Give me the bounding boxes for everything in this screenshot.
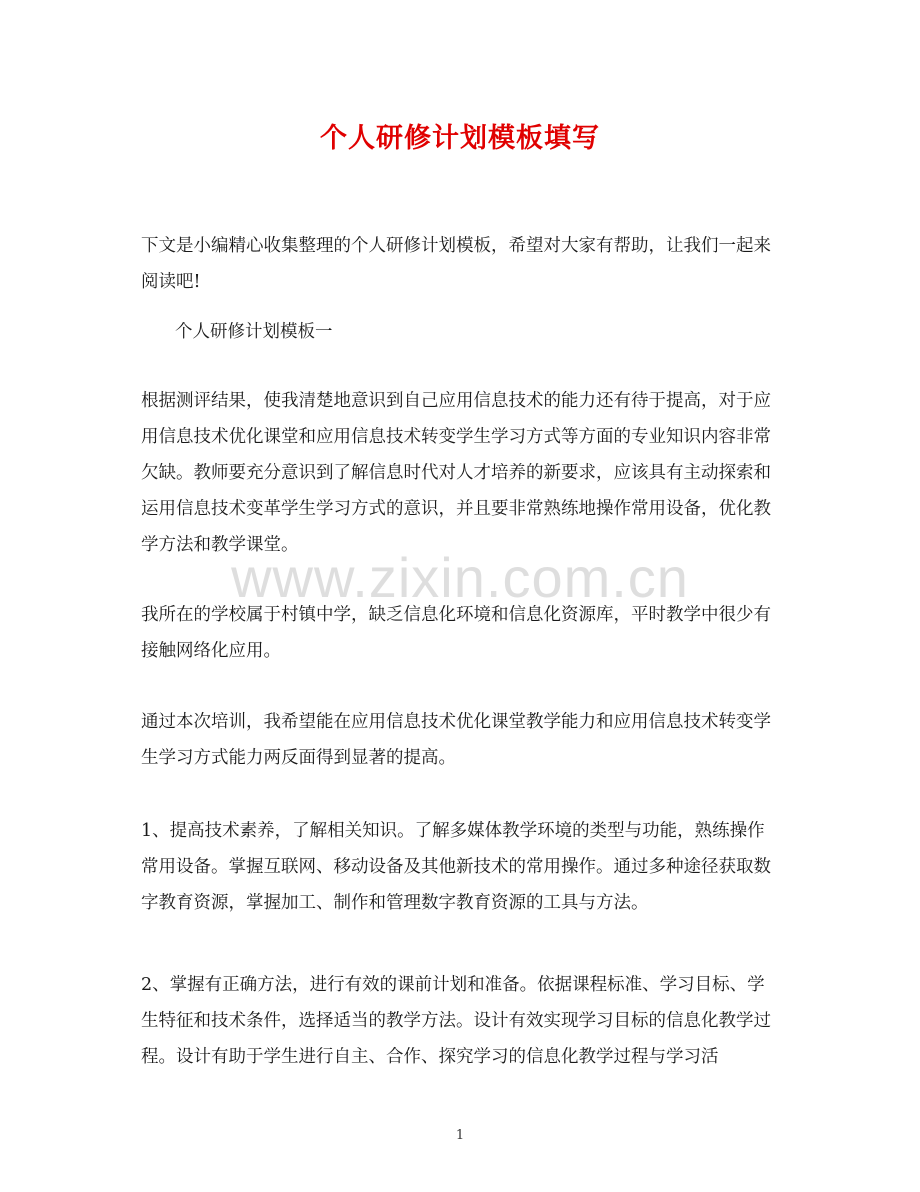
watermark: www.zixin.com.cn: [231, 546, 689, 609]
body-paragraph-3: 通过本次培训，我希望能在应用信息技术优化课堂教学能力和应用信息技术转变学生学习方式能力两反面得到显著的提高。: [141, 712, 771, 768]
body-paragraph-4: 1、提高技术素养，了解相关知识。了解多媒体教学环境的类型与功能，熟练操作常用设备。掌握互联网、移动设备及其他新技术的常用操作。通过多种途径获取数字教育资源，掌握加工、制作和管理数字教育资源的工具与方法。: [141, 821, 771, 913]
body-paragraph-2: 我所在的学校属于村镇中学，缺乏信息化环境和信息化资源库，平时教学中很少有接触网络化应用。: [141, 605, 771, 661]
document-title: 个人研修计划模板填写: [320, 123, 600, 154]
body-paragraph-5: 2、掌握有正确方法，进行有效的课前计划和准备。依据课程标准、学习目标、学生特征和技术条件，选择适当的教学方法。设计有效实现学习目标的信息化教学过程。设计有助于学生进行自主、合作、探究学习的信息化教学过程与学习活: [141, 975, 771, 1067]
page-number: 1: [455, 1128, 465, 1143]
body-paragraph-1: 根据测评结果，使我清楚地意识到自己应用信息技术的能力还有待于提高，对于应用信息技术优化课堂和应用信息技术转变学生学习方式等方面的专业知识内容非常欠缺。教师要充分意识到了解信息时代对人才培养的新要求，应该具有主动探索和运用信息技术变革学生学习方式的意识，并且要非常熟练地操作常用设备，优化教学方法和教学课堂。: [141, 391, 771, 555]
intro-paragraph: 下文是小编精心收集整理的个人研修计划模板，希望对大家有帮助，让我们一起来阅读吧!: [141, 236, 771, 292]
section-heading: 个人研修计划模板一: [175, 322, 333, 342]
